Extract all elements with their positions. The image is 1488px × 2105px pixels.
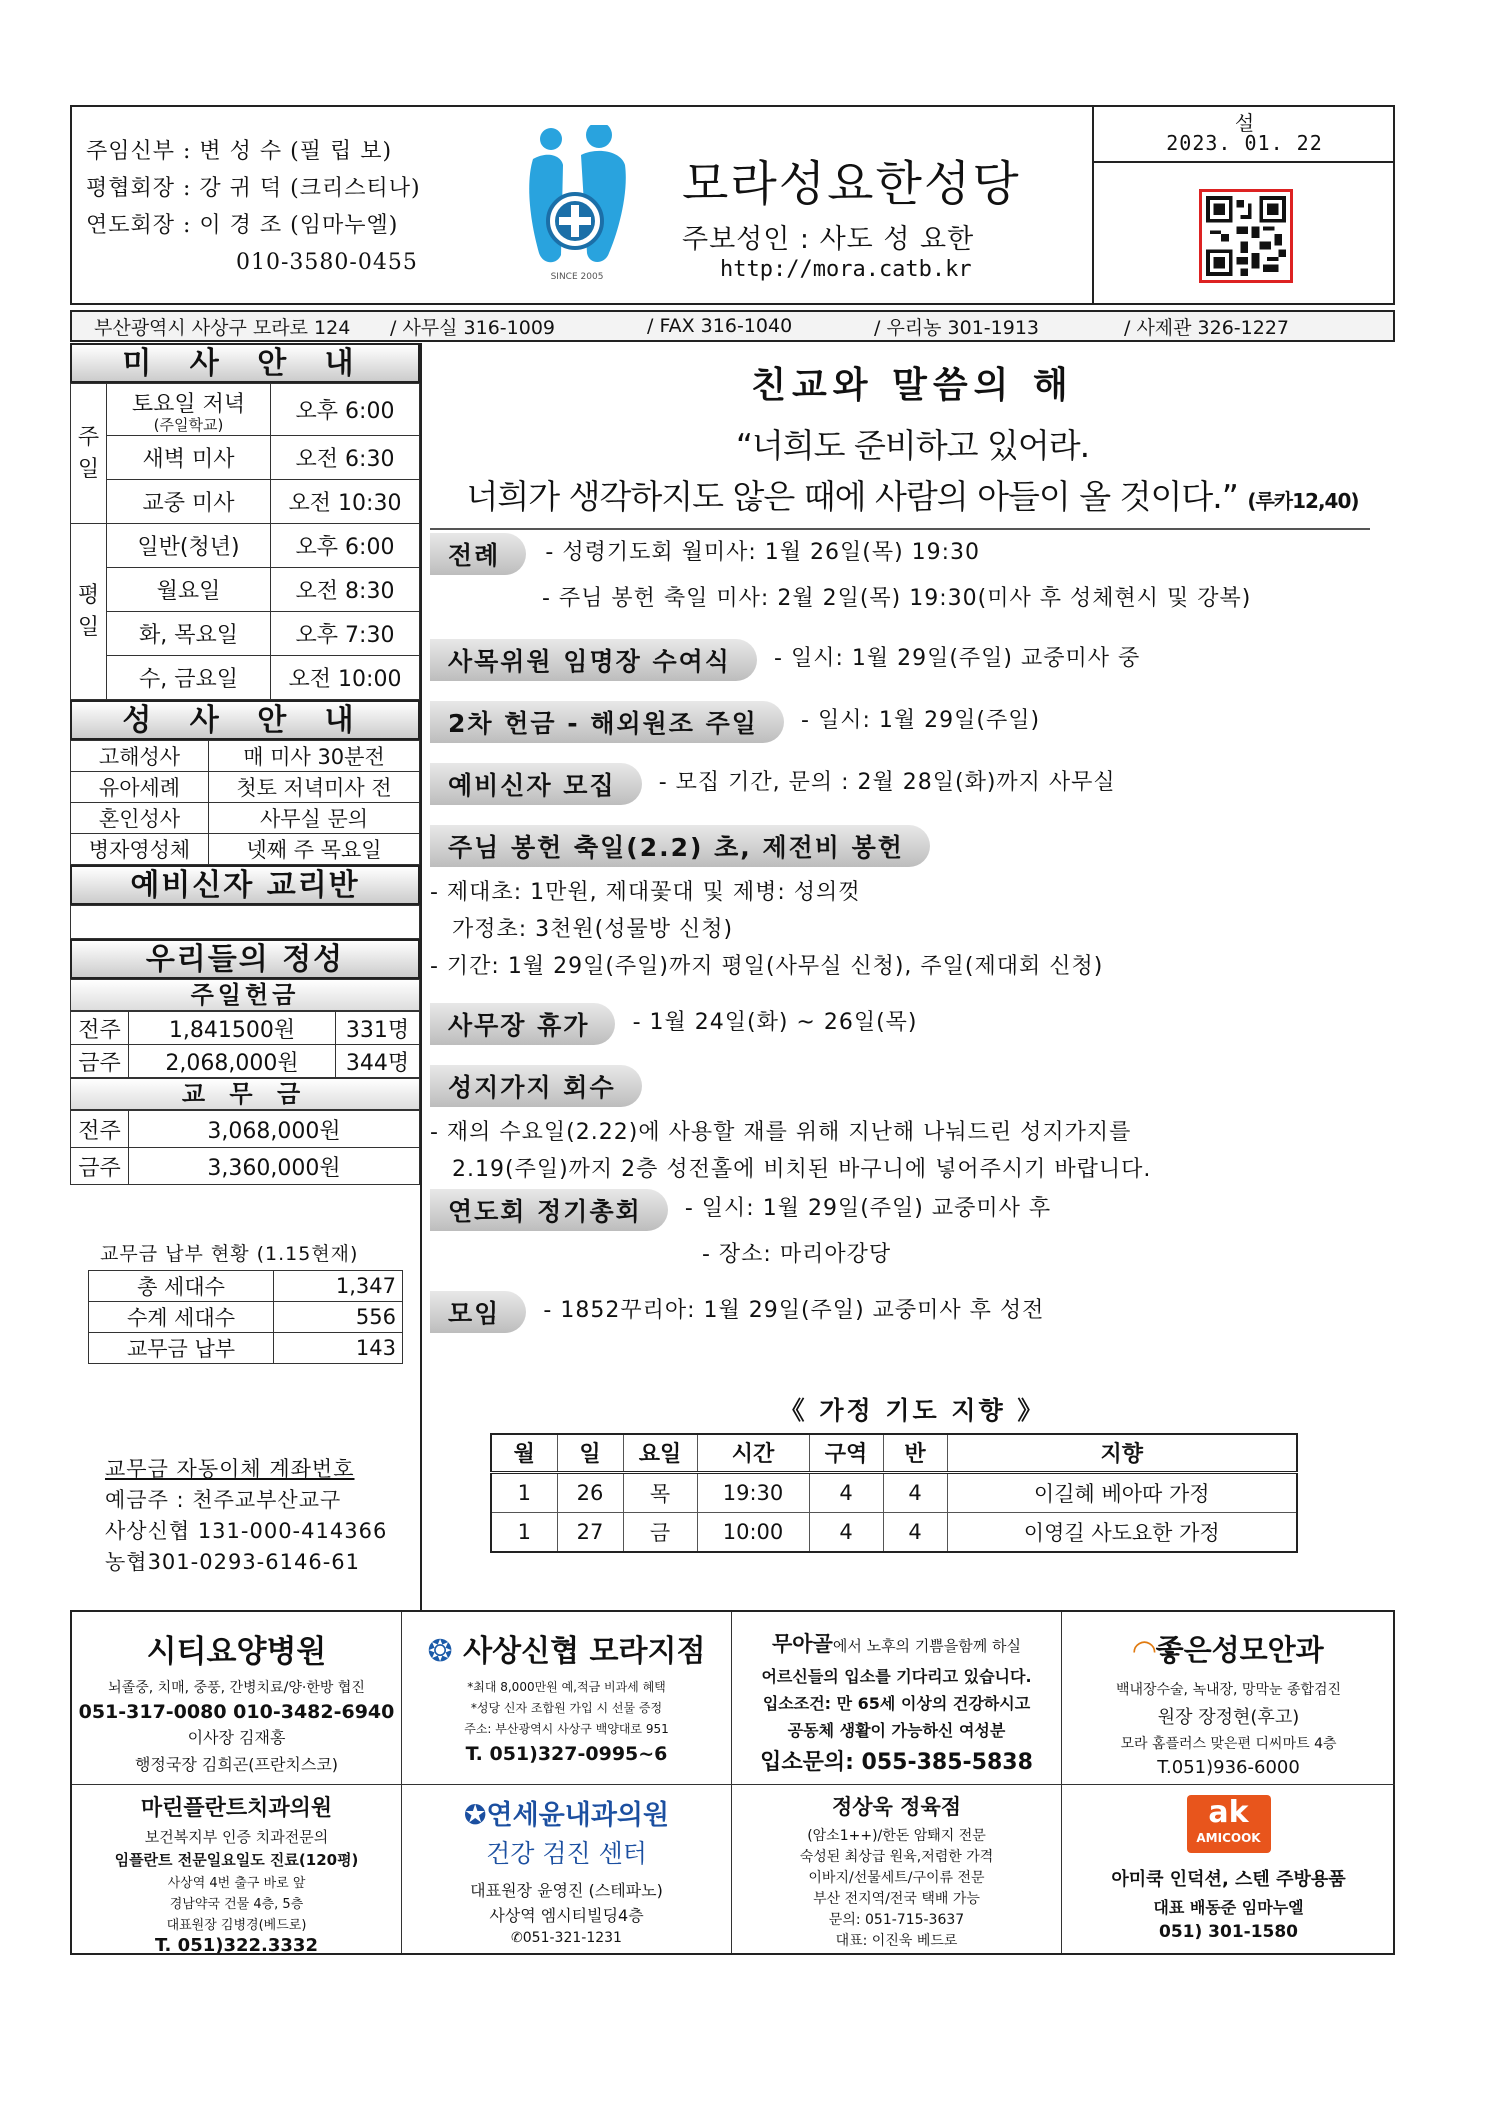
fax-number: / FAX 316-1040 [647, 315, 793, 337]
table-row: 새벽 미사 오전 6:30 [71, 436, 420, 480]
account-title: 교무금 자동이체 계좌번호 [105, 1457, 355, 1481]
dues-table [70, 1110, 420, 1185]
header [70, 105, 1395, 305]
feast-name: 설 [1234, 111, 1255, 135]
mass-schedule-title: 미 사 안 내 [70, 343, 420, 383]
ad-sasang-credit-union: ❂ 사상신협 모라지점 *최대 8,000만원 예,적금 비과세 혜택 *성당 신자 조합원 가입 시 선물 증정 주소: 부산광역시 사상구 백양대로 951 T. 051)327-0995~6 [402, 1612, 732, 1784]
sunday-offering-title: 주일헌금 [70, 979, 420, 1011]
ad-yonsei-yun-clinic: ✪연세윤내과의원 건강 검진 센터 대표원장 윤영진 (스테파노) 사상역 엠시티빌딩4층 ✆051-321-1231 [402, 1784, 732, 1953]
ad-city-hospital: 시티요양병원 뇌졸중, 치매, 중풍, 간병치료/양·한방 협진 051-317-0080 010-3482-6940 이사장 김재홍 행정국장 김희곤(프란치스코) [72, 1612, 402, 1784]
verse-line-1: “너희도 준비하고 있어라. [735, 426, 1090, 465]
catechumen-blank [70, 905, 420, 939]
dues-title: 교 무 금 [70, 1078, 420, 1110]
staff-list [86, 133, 421, 281]
verse-line-2: 너희가 생각하지도 않은 때에 사람의 아들이 올 것이다.” (루카12,40) [466, 477, 1359, 516]
table-row: 화, 목요일 오후 7:30 [71, 612, 420, 656]
staff-prayer-president: 연도회장 : 이 경 조 (임마누엘) [86, 213, 399, 238]
notice-office-vacation: 사무장 휴가 - 1월 24일(화) ~ 26일(목) [430, 1003, 918, 1045]
account-holder: 예금주 : 천주교부산교구 [105, 1488, 342, 1512]
table-row: 총 세대수 1,347 [89, 1271, 403, 1302]
table-row: 병자영성체 넷째 주 목요일 [71, 834, 420, 865]
offerings-title: 우리들의 정성 [70, 939, 420, 979]
ad-good-eye-clinic: ◠좋은성모안과 백내장수술, 녹내장, 망막눈 종합검진 원장 장정현(후고) 모라 홈플러스 맞은편 디씨마트 4층 T.051)936-6000 [1115, 1633, 1342, 1778]
rectory-phone: / 사제관 326-1227 [1124, 316, 1290, 339]
staff-council-president: 평협회장 : 강 귀 덕 (크리스티나) [86, 176, 421, 201]
table-row: 1 26 목 19:30 4 4 이길혜 베아따 가정 [491, 1472, 1297, 1512]
ads-section [70, 1610, 1395, 1955]
table-row: 금주 3,360,000원 [71, 1148, 420, 1185]
credit-union-logo-icon: ❂ [427, 1634, 453, 1669]
address-bar [70, 310, 1395, 342]
ad-amicook: ak AMICOOK 아미쿡 인덕션, 스텐 주방용품 대표 배동준 임마누엘 051) 301-1580 [1062, 1784, 1395, 1953]
table-row: 월요일 오전 8:30 [71, 568, 420, 612]
table-row: 교중 미사 오전 10:30 [71, 480, 420, 524]
table-row: 수계 세대수 556 [89, 1302, 403, 1333]
mass-schedule-table [70, 383, 420, 700]
table-row: 수, 금요일 오전 10:00 [71, 656, 420, 700]
woorinong-phone: / 우리농 301-1913 [874, 316, 1040, 339]
dues-status-table [88, 1270, 403, 1364]
account-info [70, 1454, 420, 1578]
table-row: 교무금 납부 143 [89, 1333, 403, 1364]
table-row: 혼인성사 사무실 문의 [71, 803, 420, 834]
table-row: 전주 3,068,000원 [71, 1111, 420, 1148]
qr-code-icon[interactable] [1199, 189, 1293, 283]
church-name: 모라성요한성당 [682, 156, 1021, 212]
notice-catechumen: 예비신자 모집 - 모집 기간, 문의 : 2월 28일(화)까지 사무실 [430, 763, 1116, 805]
table-header-row: 월 일 요일 시간 구역 반 지향 [491, 1434, 1297, 1472]
divider [430, 528, 1370, 530]
notice-meetings: 모임 - 1852꾸리아: 1월 29일(주일) 교중미사 후 성전 [430, 1291, 1044, 1333]
amicook-logo-icon: ak AMICOOK [1187, 1795, 1271, 1853]
ad-marine-dental: 마린플란트치과의원 보건복지부 인증 치과전문의 임플란트 전문일요일도 진료(120평) 사상역 4번 출구 바로 앞 경남약국 건물 4층, 5층 대표원장 김병경(베드로) T. 051)322.3332 [72, 1784, 402, 1953]
table-row: 유아세례 첫토 저녁미사 전 [71, 772, 420, 803]
right-column [430, 343, 1395, 1545]
table-row: 주일 토요일 저녁 (주일학교) 오후 6:00 [71, 384, 420, 436]
church-address: 부산광역시 사상구 모라로 124 [94, 316, 351, 339]
notice-palm-return: 성지가지 회수 - 재의 수요일(2.22)에 사용할 재를 위해 지난해 나눠드린 성지가지를 2.19(주일)까지 2층 성전홀에 비치된 바구니에 넣어주시기 바랍니다. [430, 1065, 1151, 1183]
account-bank-1: 사상신협 131-000-414366 [105, 1519, 388, 1543]
staff-phone: 010-3580-0455 [236, 250, 418, 275]
sunday-label: 주일 [71, 384, 107, 524]
prayer-title: 《 가정 기도 지향 》 [779, 1396, 1046, 1425]
staff-pastor: 주임신부 : 변 성 수 (필 립 보) [86, 139, 393, 164]
website-link[interactable]: http://mora.catb.kr [720, 257, 972, 282]
date-box [1092, 107, 1395, 303]
patron-saint: 주보성인 : 사도 성 요한 [682, 224, 975, 255]
yonsei-logo-icon: ✪ [463, 1800, 487, 1831]
notice-candlemas: 주님 봉헌 축일(2.2) 초, 제전비 봉헌 - 제대초: 1만원, 제대꽃대 및 제병: 성의껏 가정초: 3천원(성물방 신청) - 기간: 1월 29일(주일)까지 평일(사무실 신청), 주일(제대회 신청) [430, 825, 1103, 980]
bulletin-date: 2023. 01. 22 [1166, 131, 1323, 155]
eye-clinic-logo-icon: ◠ [1133, 1633, 1156, 1667]
sunday-offering-table [70, 1011, 420, 1078]
notice-liturgy: 전례 - 성령기도회 월미사: 1월 26일(목) 19:30 - 주님 봉헌 축일 미사: 2월 2일(목) 19:30(미사 후 성체현시 및 강복) [430, 533, 1251, 612]
column-divider [420, 343, 422, 1610]
catechumen-title: 예비신자 교리반 [70, 865, 420, 905]
sacraments-title: 성 사 안 내 [70, 700, 420, 740]
ad-butcher: 정상욱 정육점 (암소1++)/한돈 암퇘지 전문 숙성된 최상급 원육,저렴한 가격 이바지/선물세트/구이류 전문 부산 전지역/전국 택배 가능 문의: 051-715-3637 대표: 이진욱 베드로 [732, 1784, 1062, 1953]
weekday-label: 평일 [71, 524, 107, 700]
sacraments-table [70, 740, 420, 865]
phone-icon: ✆ [511, 1930, 523, 1946]
left-column [70, 343, 420, 1578]
table-row: 1 27 금 10:00 4 4 이영길 사도요한 가정 [491, 1512, 1297, 1552]
church-logo-icon [517, 125, 637, 285]
table-row: 금주 2,068,000원 344명 [71, 1045, 420, 1078]
logo-since: SINCE 2005 [550, 272, 604, 282]
notice-prayer-society: 연도회 정기총회 - 일시: 1월 29일(주일) 교중미사 후 - 장소: 마리아강당 [430, 1189, 1051, 1268]
notice-second-collection: 2차 헌금 - 해외원조 주일 - 일시: 1월 29일(주일) [430, 701, 1040, 743]
divider [1094, 161, 1395, 163]
ad-muagol-nursing: 무아골에서 노후의 기쁨을함께 하실 어르신들의 입소를 기다리고 있습니다. 입소조건: 만 65세 이상의 건강하시고 공동체 생활이 가능하신 여성분 입소문의: 055-385-5838 [732, 1612, 1062, 1784]
bulletin-page [70, 105, 1395, 1970]
dues-status-caption: 교무금 납부 현황 (1.15현재) [100, 1243, 359, 1265]
table-row: 평일 일반(청년) 오후 6:00 [71, 524, 420, 568]
verse-reference: (루카12,40) [1247, 489, 1359, 513]
table-row: 전주 1,841500원 331명 [71, 1012, 420, 1045]
notice-pastoral-council: 사목위원 임명장 수여식 - 일시: 1월 29일(주일) 교중미사 중 [430, 639, 1140, 681]
account-bank-2: 농협301-0293-6146-61 [105, 1550, 360, 1574]
year-motto: 친교와 말씀의 해 [751, 365, 1074, 406]
office-phone: / 사무실 316-1009 [390, 316, 556, 339]
prayer-table [490, 1433, 1298, 1553]
table-row: 고해성사 매 미사 30분전 [71, 741, 420, 772]
